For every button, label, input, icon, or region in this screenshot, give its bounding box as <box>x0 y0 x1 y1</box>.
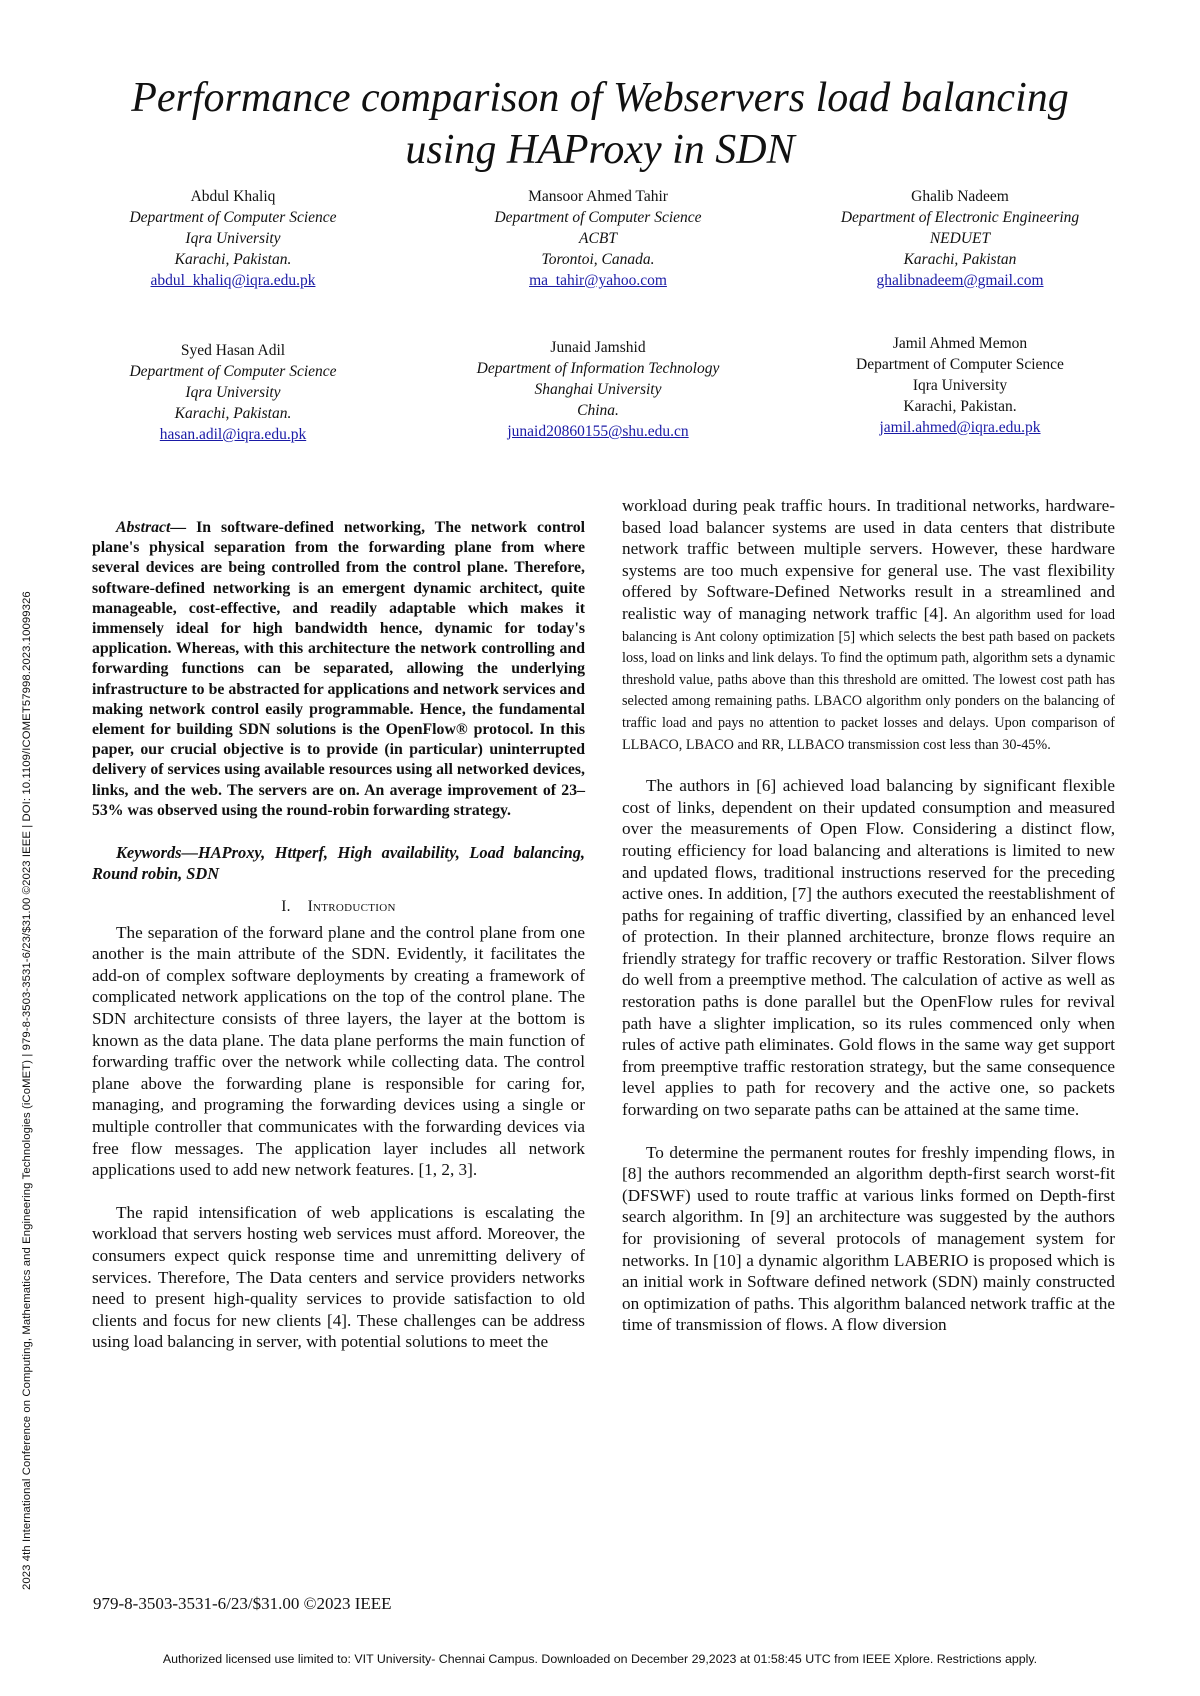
paragraph-part: workload during peak traffic hours. In traditional networks, hardware-based load balancer systems are used in data centers that distribute network traffic between multiple servers. However, these hardware systems are too much expensive for general use. The vast flexibility offered by Software-Defined Networks result in a streamlined and realistic way of managing network traffic [4]. <box>622 496 1115 623</box>
author-email-link[interactable]: hasan.adil@iqra.edu.pk <box>159 426 307 443</box>
authorized-use-notice: Authorized licensed use limited to: VIT University- Chennai Campus. Downloaded on December 29,2023 at 01:58:45 UTC from IEEE Xplore. Restrictions apply. <box>162 1652 1038 1666</box>
author-location: Karachi, Pakistan. <box>174 405 292 422</box>
author-block <box>795 333 1125 438</box>
author-name: Junaid Jamshid <box>550 339 646 356</box>
author-email-link[interactable]: junaid20860155@shu.edu.cn <box>507 423 689 440</box>
paragraph: The authors in [6] achieved load balancing by significant flexible cost of links, dependent on their updated consumption and measured over the measurements of Open Flow. Considering a distinct flow, routing efficiency for load balancing and alterations is limited to new and updated flows, traditional instructions reserved for the preceding active ones. In addition, [7] the authors executed the reestablishment of paths for regaining of traffic diverting, classified by an enhanced level of protection. In their planned architecture, bronze flows require an friendly strategy for traffic recovery or traffic Restoration. Silver flows do well from a preemptive method. The calculation of active as well as restoration paths is done parallel but the OpenFlow rules for revival path have a slighter implication, so its rules commenced only when rules of active path eliminates. Gold flows in the same way get support from preemptive traffic restoration strategy, but the same consequence level applies to path for recovery and the active one, so packets forwarding on two separate paths can be attained at the same time. <box>622 776 1115 1120</box>
author-name: Jamil Ahmed Memon <box>892 335 1028 352</box>
author-location: China. <box>577 402 619 419</box>
abstract-label: Abstract— <box>116 519 187 536</box>
author-department: Department of Computer Science <box>856 356 1064 373</box>
author-organization: Iqra University <box>185 384 281 401</box>
abstract-text: In software-defined networking, The network control plane's physical separation from the forwarding plane from where several devices are being controlled from the control plane. Therefore, software-defined networking is an emergent dynamic architect, quite manageable, cost-effective, and readily adaptable which makes it immensely ideal for high bandwidth hence, dynamic for today's application. Whereas, with this architecture the network controlling and forwarding functions can be separated, allowing the underlying infrastructure to be abstracted for applications and network services and making network control easily programmable. Hence, the fundamental element for building SDN solutions is the OpenFlow® protocol. In this paper, our crucial objective is to provide (in particular) uninterrupted delivery of services using available resources using all networked devices, links, and the web. The servers are on. An average improvement of 23–53% was observed using the round-robin forwarding strategy. <box>92 519 585 819</box>
author-department: Department of Computer Science <box>129 209 337 226</box>
author-email-link[interactable]: jamil.ahmed@iqra.edu.pk <box>879 419 1041 436</box>
keywords-text: HAProxy, Httperf, High availability, Load balancing, Round robin, SDN <box>92 843 585 884</box>
author-email-link[interactable]: ma_tahir@yahoo.com <box>529 272 667 289</box>
author-organization: ACBT <box>579 230 617 247</box>
paragraph-part: An algorithm used for load balancing is Ant colony optimization [5] which selects the best path based on packets loss, load on links and link delays. To find the optimum path, algorithm sets a dynamic threshold value, paths above than this threshold are omitted. The lowest cost path has selected among remaining paths. LBACO algorithm only ponders on the balancing of traffic load and pays no attention to packet losses and delays. Upon comparison of LLBACO, LBACO and RR, LLBACO transmission cost less than 30-45%. <box>622 606 1115 753</box>
conference-sidebar-citation: 2023 4th International Conference on Computing, Mathematics and Engineering Technologies (iCoMET) | 979-8-3503-3531-6/23/$31.00 ©2023 IEEE | DOI: 10.1109/ICOMET57998.2023.10099326 <box>21 591 33 1590</box>
author-block <box>68 186 398 291</box>
keywords-label: Keywords— <box>116 843 198 863</box>
author-department: Department of Computer Science <box>494 209 702 226</box>
author-organization: Iqra University <box>912 377 1008 394</box>
section-heading <box>92 896 585 918</box>
author-email-link[interactable]: abdul_khaliq@iqra.edu.pk <box>150 272 316 289</box>
author-location: Karachi, Pakistan <box>903 251 1017 268</box>
abstract <box>92 518 585 821</box>
paragraph: The rapid intensification of web applications is escalating the workload that servers hosting web services must afford. Moreover, the consumers expect quick response time and unremitting delivery of services. Therefore, The Data centers and service providers networks need to present high-quality services to provide satisfaction to old clients and focus for new clients [4]. These challenges can be address using load balancing in server, with potential solutions to meet the <box>92 1202 585 1352</box>
paragraph <box>622 495 1115 754</box>
author-name: Abdul Khaliq <box>190 188 276 205</box>
author-block <box>433 337 763 442</box>
footer-isbn: 979-8-3503-3531-6/23/$31.00 ©2023 IEEE <box>93 1594 392 1613</box>
paper-title: Performance comparison of Webservers load balancing using HAProxy in SDN <box>131 75 1069 173</box>
paragraph: To determine the permanent routes for freshly impending flows, in [8] the authors recommended an algorithm depth-first search worst-fit (DFSWF) used to route traffic at various links formed on Depth-first search algorithm. In [9] an architecture was suggested by the authors for provisioning of several protocols of management system for networks. In [10] a dynamic algorithm LABERIO is proposed which is an initial work in Software defined network (SDN) mainly constructed on optimization of paths. This algorithm balanced network traffic at the time of transmission of flows. A flow diversion <box>622 1142 1115 1335</box>
author-email-link[interactable]: ghalibnadeem@gmail.com <box>876 272 1044 289</box>
paragraph: The separation of the forward plane and the control plane from one another is the main attribute of the SDN. Evidently, it facilitates the add-on of complex software deployments by creating a framework of complicated network applications on the top of the control plane. The SDN architecture consists of three layers, the layer at the bottom is known as the data plane. The data plane performs the main function of forwarding traffic over the network while collecting data. The control plane above the forwarding plane is responsible for caring for, managing, and programing the forwarding devices using a single or multiple controller that communicates with the forwarding devices via free flow messages. The application layer includes all network applications used to add new network features. [1, 2, 3]. <box>92 922 585 1180</box>
author-department: Department of Electronic Engineering <box>840 209 1080 226</box>
section-number: I. <box>281 898 291 916</box>
author-department: Department of Computer Science <box>129 363 337 380</box>
section-title: Introduction <box>307 898 396 916</box>
author-name: Syed Hasan Adil <box>180 342 286 359</box>
author-block <box>433 186 763 291</box>
author-location: Torontoi, Canada. <box>541 251 655 268</box>
author-organization: NEDUET <box>929 230 991 247</box>
author-organization: Iqra University <box>185 230 281 247</box>
author-department: Department of Information Technology <box>476 360 720 377</box>
author-block <box>795 186 1125 291</box>
author-block <box>68 340 398 445</box>
left-column <box>92 518 585 1353</box>
keywords <box>92 842 585 884</box>
author-organization: Shanghai University <box>534 381 662 398</box>
author-name: Ghalib Nadeem <box>911 188 1009 205</box>
author-location: Karachi, Pakistan. <box>174 251 292 268</box>
author-name: Mansoor Ahmed Tahir <box>528 188 668 205</box>
right-column <box>622 495 1115 1336</box>
author-location: Karachi, Pakistan. <box>903 398 1017 415</box>
